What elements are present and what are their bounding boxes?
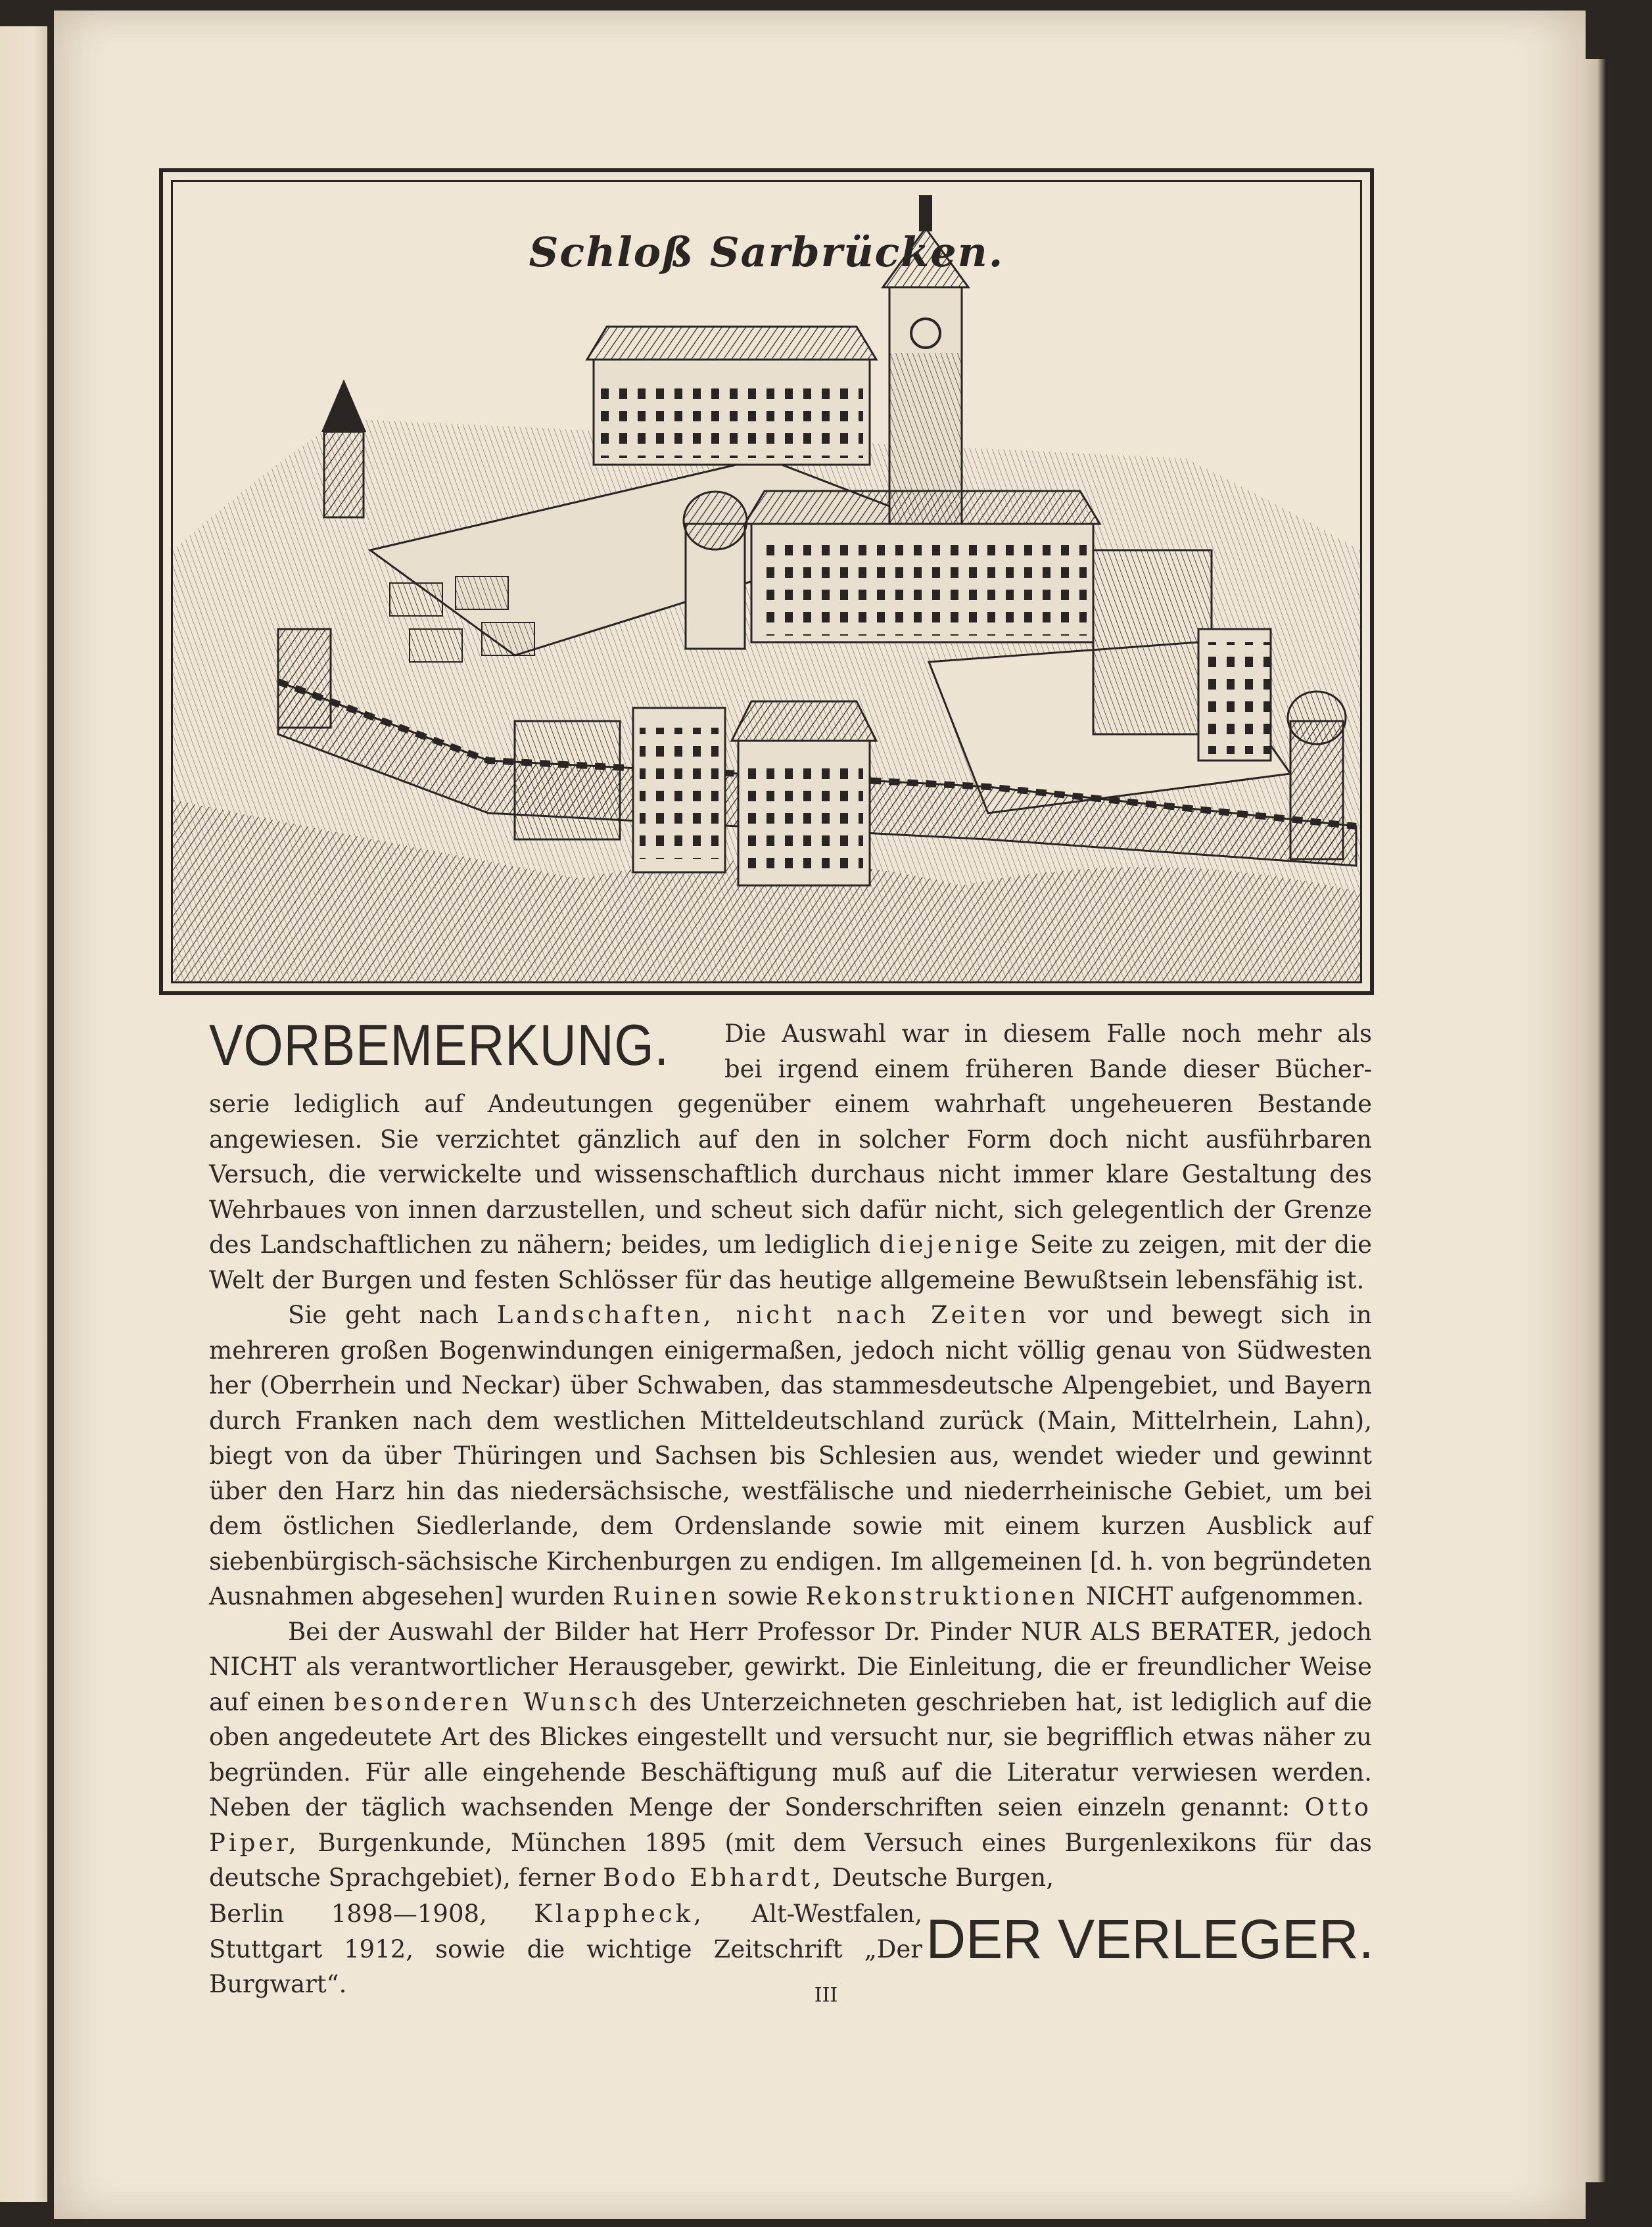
text-run: Sie geht nach xyxy=(288,1301,479,1329)
text-run: vor und bewegt sich in mehreren großen Bogenwindungen einigermaßen, jedoch nicht völlig genau von Südwesten her (Oberrhein und Neckar) über Schwaben, das stammesdeutsche Alpengebiet, und Bayern durch Franken nach dem westlichen Mitteldeutschland zurück (Main, Mittelrhein, Lahn), biegt von da über Thüringen und Sachsen bis Schlesien aus, wendet wieder und gewinnt über den Harz hin das niedersächsische, westfälische und niederrheinische Gebiet, um bei dem östlichen Siedlerlande, dem Ordenslande sowie mit einem kurzen Ausblick auf siebenbürgisch-sächsische Kirchenburgen zu endigen. Im allgemeinen [d. h. von begründeten Ausnahmen abgesehen] wurden xyxy=(209,1301,1373,1610)
facing-page-edge xyxy=(0,26,47,2202)
text-run: Burgenkunde, München 1895 (mit dem Versuch eines Burgenlexikons für das deutsche Sprachgebiet), ferner xyxy=(209,1828,1372,1892)
text-run: Alt-Westfalen, Stuttgart 1912, sowie die wichtige Zeitschrift „Der Burgwart“. xyxy=(209,1900,923,1998)
signature: DER VERLEGER. xyxy=(926,1908,1374,1970)
text-run: Seite zu zeigen, mit der die Welt der Burgen und festen Schlösser für das heutige allgemeine Bewußtsein lebensfähig ist. xyxy=(209,1231,1373,1294)
paragraph-2 xyxy=(209,1298,1372,1614)
page-stack-edge xyxy=(1586,59,1605,2182)
paragraph-1 xyxy=(209,1087,1372,1298)
text-run: Deutsche Burgen, xyxy=(832,1864,1054,1892)
emphasis-run: diejenige xyxy=(879,1231,1022,1259)
intro-line: Die Auswahl war in diesem Falle noch mehr als xyxy=(724,1020,1372,1048)
emphasis-run: Bodo Ebhardt, xyxy=(603,1864,824,1892)
body-text xyxy=(209,1087,1372,1896)
emphasis-run: besonderen Wunsch xyxy=(334,1687,640,1716)
illustration-title: Schloß Sarbrücken. xyxy=(529,228,1004,276)
illustration-inner-border xyxy=(171,180,1362,983)
illustration-frame xyxy=(159,168,1374,995)
page-heading: VORBEMERKUNG. xyxy=(209,1012,669,1077)
emphasis-run: Otto Piper, xyxy=(209,1793,1373,1857)
text-run: Bei der Auswahl der Bilder hat Herr Professor Dr. Pinder NUR ALS BERATER, jedoch NICHT als verantwortlicher Herausgeber, gewirkt. Die Einleitung, die er freundlicher Weise auf einen xyxy=(209,1617,1372,1716)
text-run: serie lediglich auf Andeutungen gegenüber einem wahrhaft ungeheueren Bestande angewiesen. Sie verzichtet gänzlich auf den in solcher Form doch nicht ausführbaren Versuch, die verwickelte und wissenschaftlich durchaus nicht immer klare Gestaltung des Wehrbaues von innen darzustellen, und scheut sich dafür nicht, sich gelegentlich der Grenze des Landschaftlichen zu nähern; beides, um lediglich xyxy=(209,1090,1372,1259)
emphasis-run: Rekonstruktionen xyxy=(805,1582,1079,1610)
text-run: des Unterzeichneten geschrieben hat, ist lediglich auf die oben angedeutete Art des Blickes eingestellt und versucht nur, sie begrifflich etwas näher zu begründen. Für alle eingehende Beschäftigung muß auf die Literatur verwiesen werden. Neben der täglich wachsenden Menge der Sonderschriften seien einzeln genannt: xyxy=(209,1687,1372,1821)
emphasis-run: Ruinen xyxy=(613,1582,720,1610)
emphasis-run: Klappheck, xyxy=(534,1900,705,1928)
castle-engraving-icon xyxy=(173,182,1360,981)
text-run: sowie xyxy=(728,1582,798,1610)
intro-lines xyxy=(724,1016,1372,1087)
emphasis-run: Landschaften, nicht nach Zeiten xyxy=(496,1301,1030,1329)
paragraph-3 xyxy=(209,1614,1372,1896)
page-number: III xyxy=(814,1984,838,2007)
intro-line: bei irgend einem früheren Bande dieser Bücher- xyxy=(724,1054,1372,1083)
text-run: NICHT aufgenommen. xyxy=(1085,1582,1364,1610)
text-run: Berlin 1898—1908, xyxy=(209,1900,487,1928)
